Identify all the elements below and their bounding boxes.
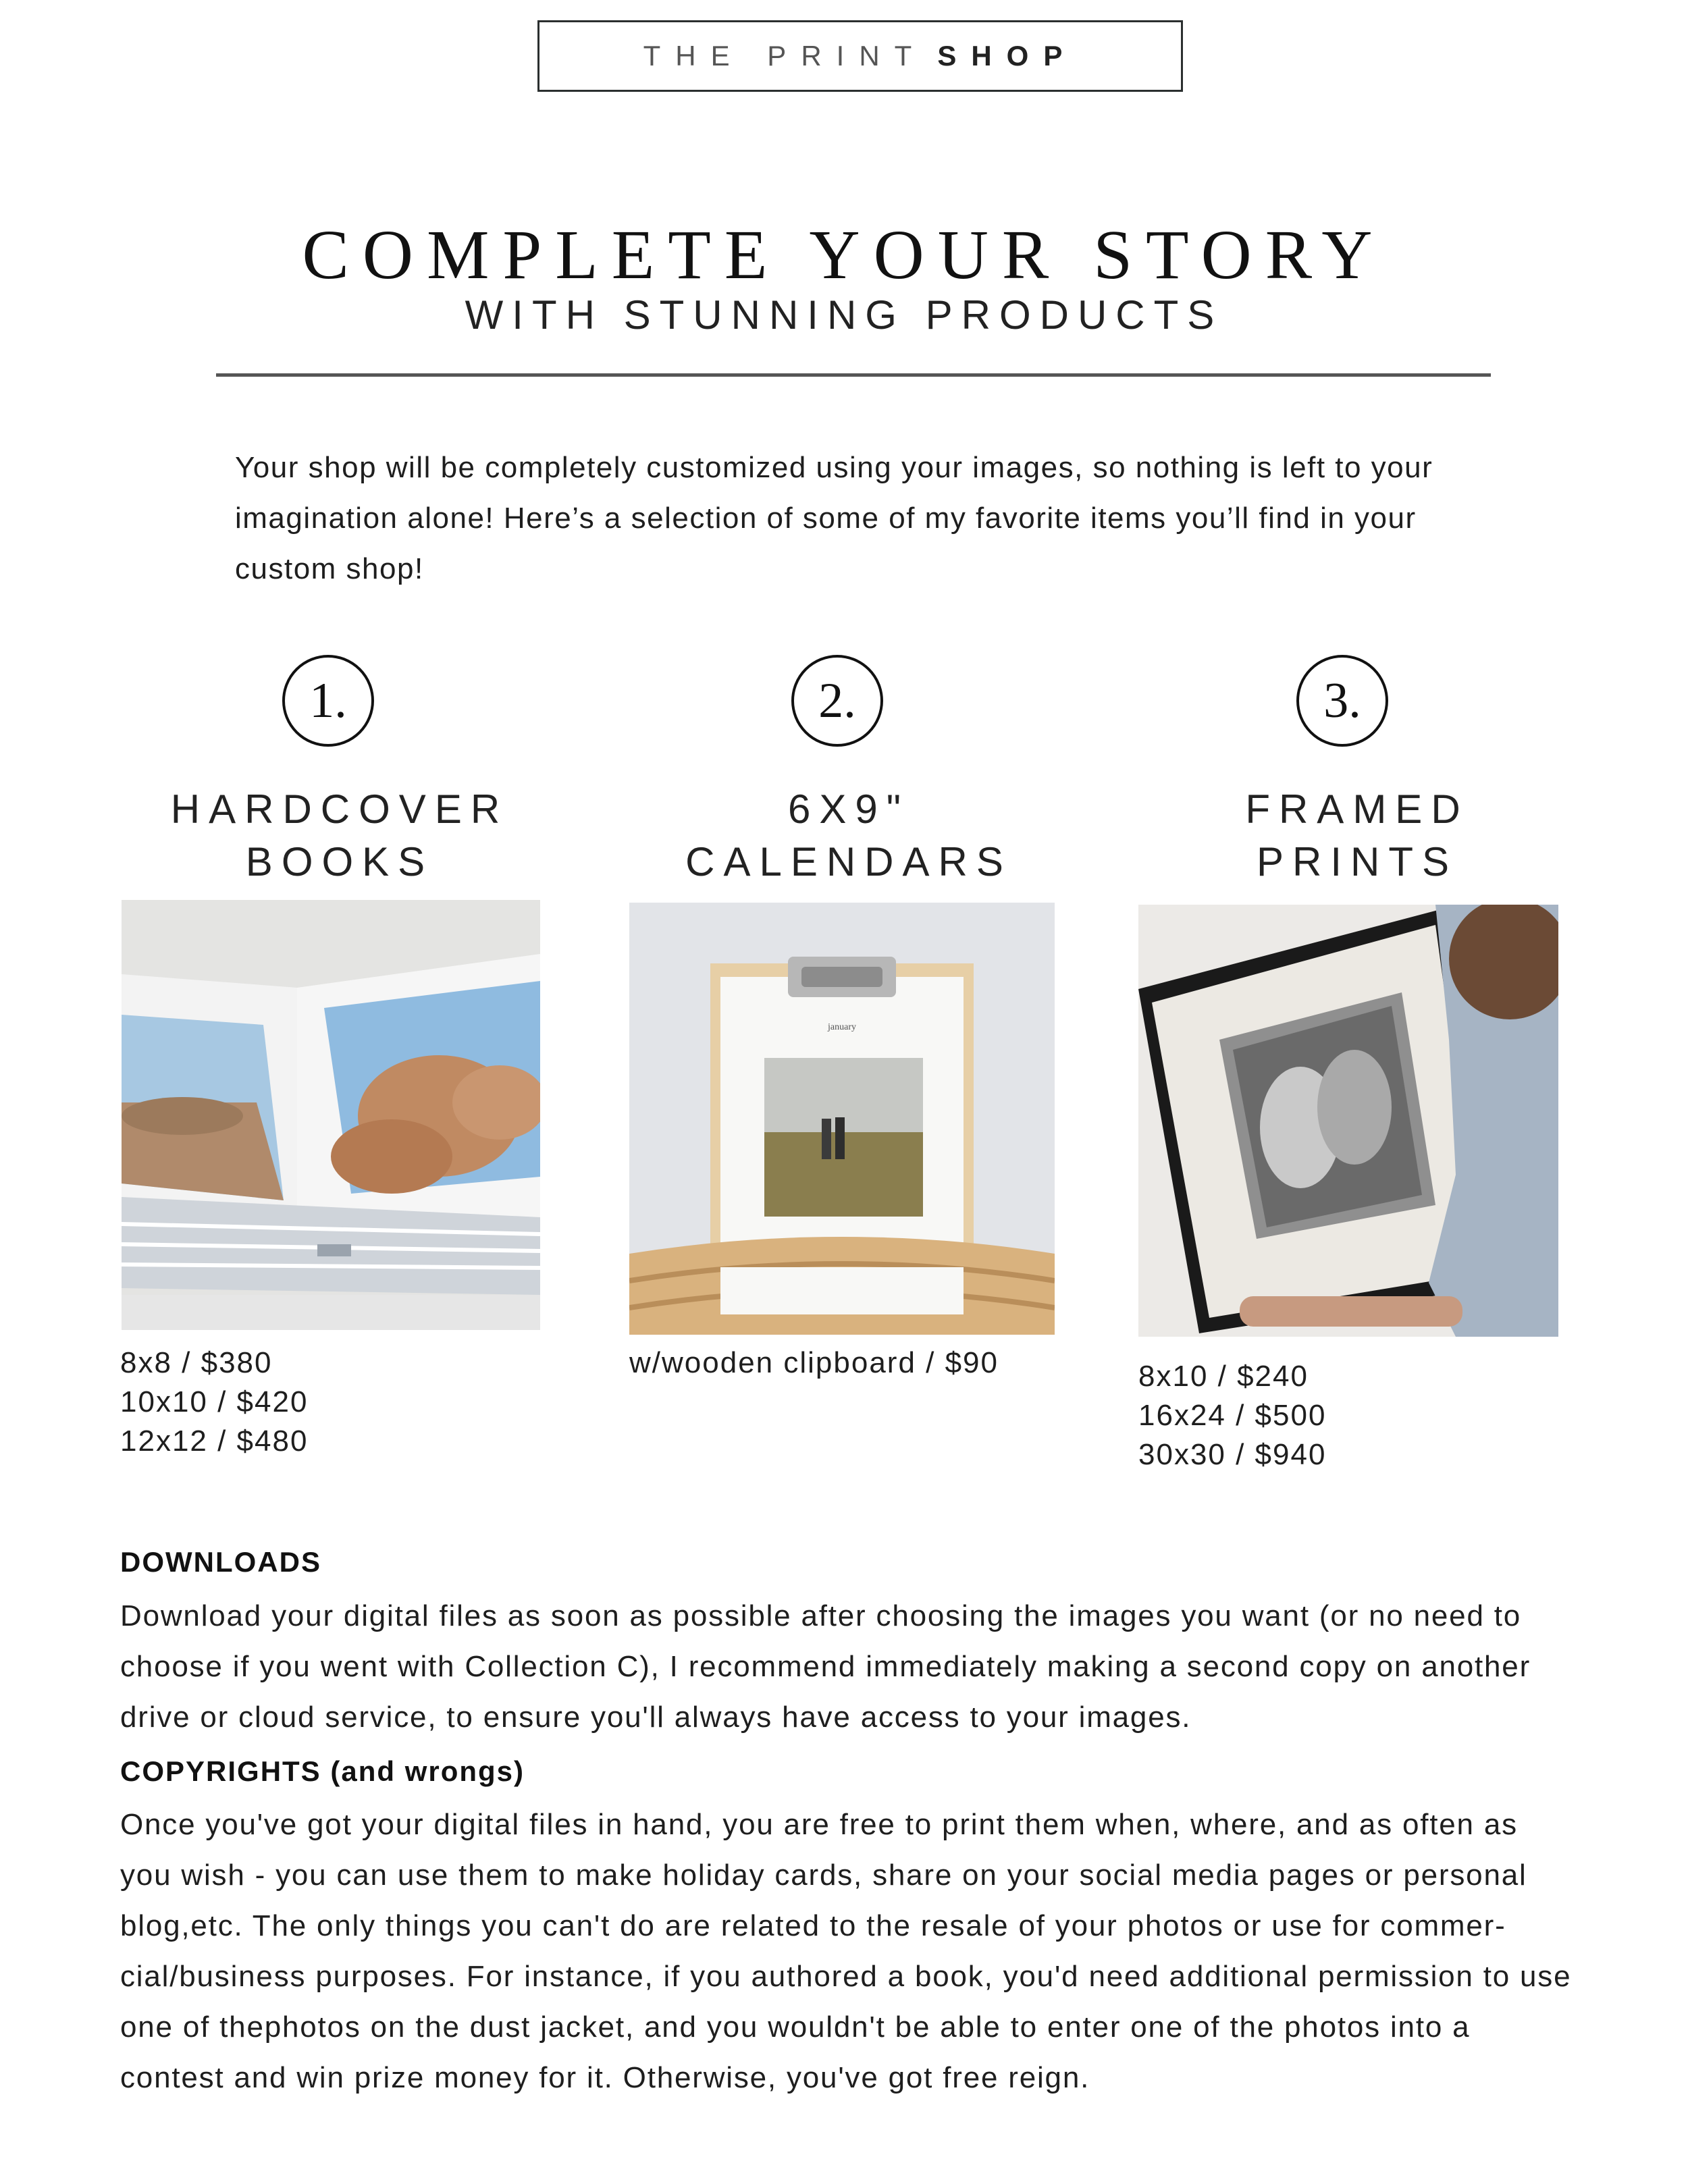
page-subtitle: WITH STUNNING PRODUCTS: [465, 292, 1223, 338]
product-title-3-line1: FRAMED: [1245, 787, 1469, 832]
product-prices-3: [1138, 1357, 1326, 1474]
product-title-3: [1138, 783, 1577, 888]
product-prices-2: [629, 1343, 999, 1383]
page-title: COMPLETE YOUR STORY: [302, 216, 1386, 294]
logo-text-light: THE PRINT: [643, 40, 927, 72]
logo-text-bold: SHOP: [937, 40, 1078, 72]
price-line: 12x12 / $480: [120, 1424, 309, 1458]
calendar-photo: [629, 903, 1055, 1335]
product-title-3-line2: PRINTS: [1256, 839, 1458, 884]
product-title-1-line1: HARDCOVER: [170, 787, 509, 832]
copyrights-body: Once you've got your digital files in hand, you are free to print them when, where, and as often as you wish - you can use them to make holiday cards, share on your social media pages or personal blog,etc. The only things you can't do are related to the resale of your photos or use for commer-cial/business purposes. For instance, if you authored a book, you'd need additional permission to use one of thephotos on the dust jacket, and you wouldn't be able to enter one of the photos into a contest and win prize money for it. Otherwise, you've got free reign.: [120, 1808, 1572, 2094]
calendar-month-label: january: [828, 1022, 856, 1032]
product-number-1: 1.: [282, 655, 374, 747]
downloads-heading: DOWNLOADS: [120, 1546, 321, 1578]
product-number-3: 3.: [1296, 655, 1388, 747]
price-line: 30x30 / $940: [1138, 1438, 1327, 1471]
price-line: w/wooden clipboard / $90: [629, 1346, 999, 1379]
price-line: 10x10 / $420: [120, 1385, 309, 1418]
price-line: 8x8 / $380: [120, 1346, 273, 1379]
product-title-2-line1: 6X9": [787, 787, 910, 832]
product-number-2: 2.: [791, 655, 883, 747]
product-title-2: [629, 783, 1068, 888]
intro-paragraph: Your shop will be completely customized using your images, so nothing is left to your imagination alone! Here’s a selection of some of my favorite items you’ll find in your custom shop!: [235, 451, 1433, 585]
shop-logo: [537, 20, 1183, 92]
price-line: 8x10 / $240: [1138, 1360, 1309, 1393]
product-title-2-line2: CALENDARS: [685, 839, 1012, 884]
product-prices-1: [120, 1343, 308, 1461]
framed-print-photo: [1138, 905, 1558, 1337]
product-title-1-line2: BOOKS: [245, 839, 434, 884]
downloads-body: Download your digital files as soon as possible after choosing the images you want (or no need to choose if you went with Collection C), I recommend immediately making a second copy on another drive or cloud service, to ensure you'll always have access to your images.: [120, 1599, 1531, 1734]
copyrights-heading: COPYRIGHTS (and wrongs): [120, 1755, 525, 1787]
price-line: 16x24 / $500: [1138, 1399, 1327, 1432]
hardcover-book-photo: [122, 900, 540, 1330]
divider: [216, 373, 1491, 377]
product-title-1: [120, 783, 559, 888]
